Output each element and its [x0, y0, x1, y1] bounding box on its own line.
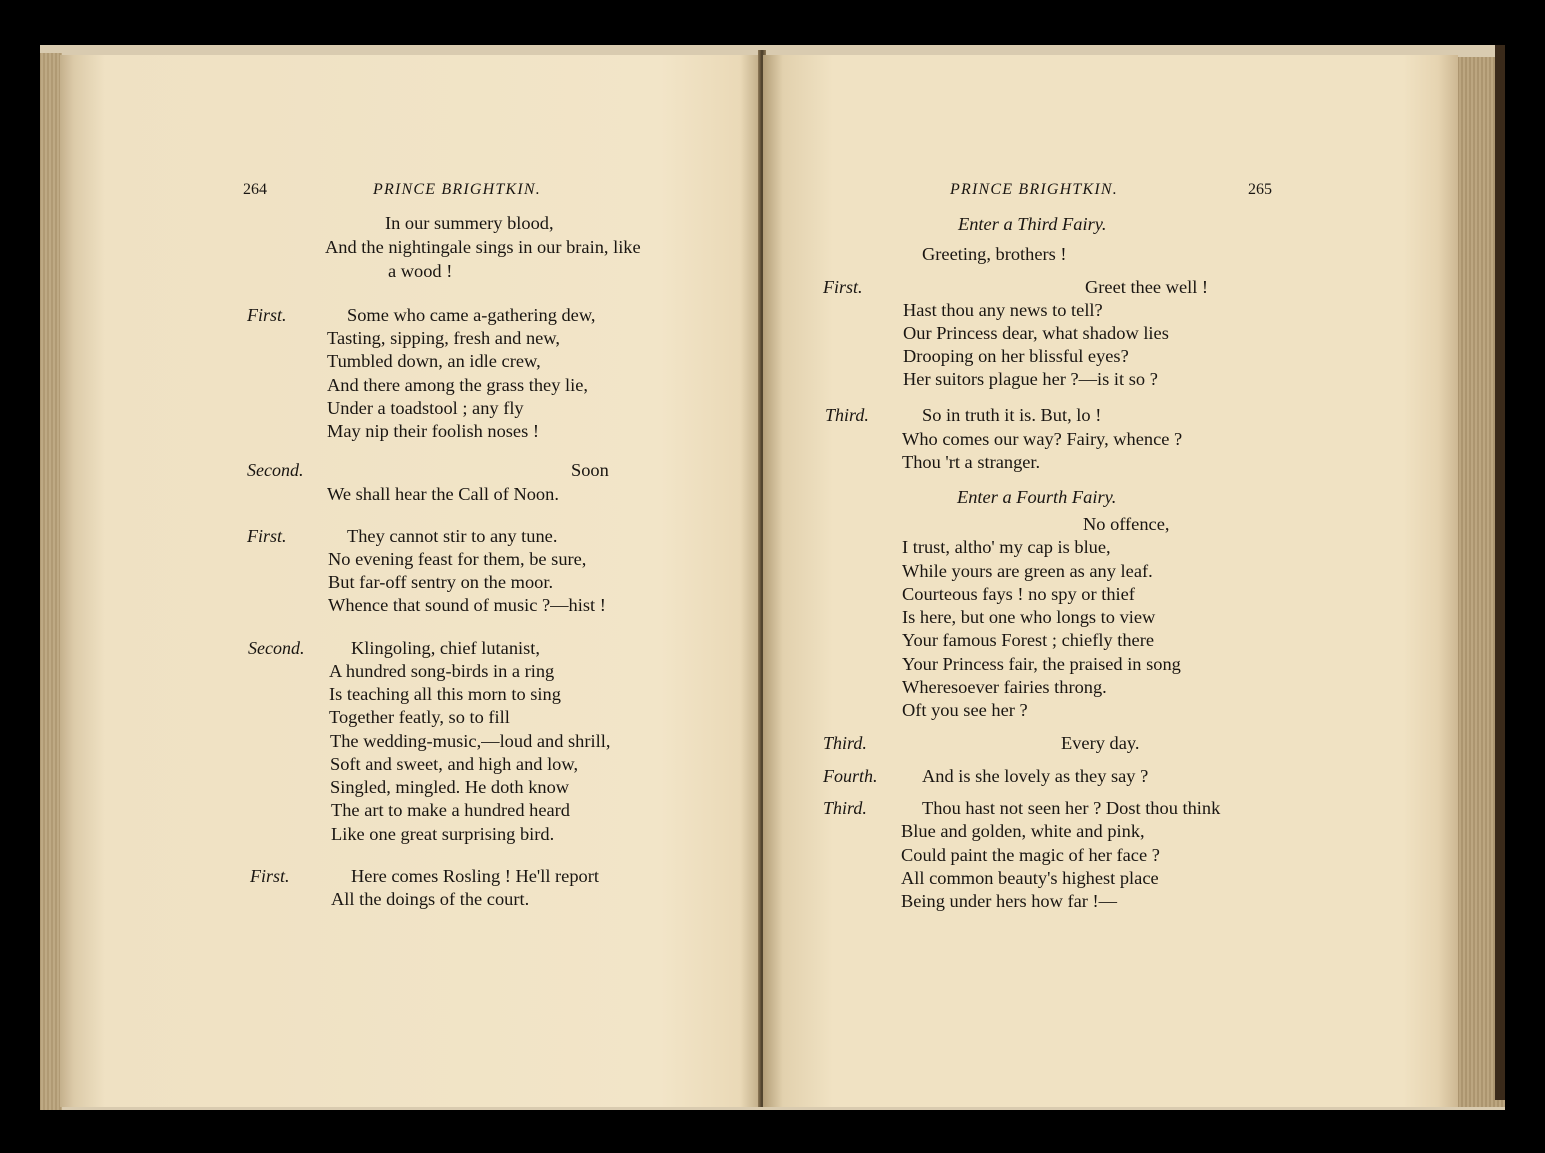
verse-line: But far-off sentry on the moor. [328, 572, 554, 592]
speaker-label: First. [823, 277, 863, 297]
speaker-label: First. [247, 305, 287, 325]
verse-line: a wood ! [388, 261, 453, 281]
speaker-label: Third. [823, 733, 867, 753]
running-head: PRINCE BRIGHTKIN. [373, 181, 541, 198]
verse-line: Being under hers how far !— [901, 891, 1118, 911]
stage-direction: Enter a Fourth Fairy. [957, 487, 1117, 507]
verse-line: The art to make a hundred heard [331, 800, 570, 820]
verse-line: Who comes our way? Fairy, whence ? [902, 429, 1183, 449]
verse-line: And there among the grass they lie, [327, 375, 588, 395]
speaker-label: Second. [247, 460, 304, 480]
open-book [40, 45, 1505, 1110]
speaker-label: First. [247, 526, 287, 546]
verse-line: Blue and golden, white and pink, [901, 821, 1145, 841]
verse-line: Like one great surprising bird. [331, 824, 555, 844]
verse-line: May nip their foolish noses ! [327, 421, 539, 441]
verse-line: Hast thou any news to tell? [903, 300, 1103, 320]
speaker-label: Third. [823, 798, 867, 818]
verse-line: No offence, [1083, 514, 1170, 534]
verse-line: And the nightingale sings in our brain, like [325, 237, 641, 257]
speaker-label: First. [250, 866, 290, 886]
stage-direction: Enter a Third Fairy. [958, 214, 1107, 234]
verse-line: Thou 'rt a stranger. [902, 452, 1041, 472]
verse-line: Your Princess fair, the praised in song [902, 654, 1181, 674]
speaker-label: Fourth. [823, 766, 878, 786]
verse-line: Here comes Rosling ! He'll report [351, 866, 599, 886]
verse-line: We shall hear the Call of Noon. [327, 484, 559, 504]
verse-line: All common beauty's highest place [901, 868, 1159, 888]
verse-line: Could paint the magic of her face ? [901, 845, 1160, 865]
verse-line: Tasting, sipping, fresh and new, [327, 328, 560, 348]
speaker-label: Second. [248, 638, 305, 658]
verse-line: Oft you see her ? [902, 700, 1028, 720]
verse-line: So in truth it is. But, lo ! [922, 405, 1102, 425]
verse-line: In our summery blood, [385, 213, 554, 233]
verse-line: Your famous Forest ; chiefly there [902, 630, 1154, 650]
verse-line: Is teaching all this morn to sing [329, 684, 561, 704]
verse-line: Greet thee well ! [1085, 277, 1209, 297]
verse-line: They cannot stir to any tune. [347, 526, 558, 546]
verse-line: I trust, altho' my cap is blue, [902, 537, 1111, 557]
verse-line: Drooping on her blissful eyes? [903, 346, 1129, 366]
verse-line: And is she lovely as they say ? [922, 766, 1149, 786]
verse-line: Soft and sweet, and high and low, [330, 754, 579, 774]
verse-line: Courteous fays ! no spy or thief [902, 584, 1135, 604]
verse-line: Under a toadstool ; any fly [327, 398, 524, 418]
verse-line: Is here, but one who longs to view [902, 607, 1156, 627]
verse-line: Some who came a-gathering dew, [347, 305, 596, 325]
verse-line: Tumbled down, an idle crew, [327, 351, 541, 371]
verse-line: Together featly, so to fill [329, 707, 510, 727]
verse-line: Singled, mingled. He doth know [330, 777, 570, 797]
verse-line: While yours are green as any leaf. [902, 561, 1153, 581]
verse-line: Klingoling, chief lutanist, [351, 638, 540, 658]
verse-line: Every day. [1061, 733, 1140, 753]
speaker-label: Third. [825, 405, 869, 425]
verse-line: All the doings of the court. [331, 889, 530, 909]
book-cover-edge [1495, 45, 1505, 1100]
left-page-edges [40, 53, 62, 1110]
page-number: 265 [1248, 181, 1272, 198]
left-page [60, 55, 765, 1107]
verse-line: Her suitors plague her ?—is it so ? [903, 369, 1158, 389]
verse-line: The wedding-music,—loud and shrill, [330, 731, 611, 751]
verse-line: Our Princess dear, what shadow lies [903, 323, 1169, 343]
verse-line: Soon [571, 460, 609, 480]
verse-line: Whence that sound of music ?—hist ! [328, 595, 606, 615]
verse-line: A hundred song-birds in a ring [329, 661, 555, 681]
right-page [763, 55, 1458, 1107]
verse-line: Wheresoever fairies throng. [902, 677, 1107, 697]
verse-line: No evening feast for them, be sure, [328, 549, 587, 569]
page-number: 264 [243, 181, 267, 198]
running-head: PRINCE BRIGHTKIN. [950, 181, 1118, 198]
verse-line: Thou hast not seen her ? Dost thou think [922, 798, 1221, 818]
verse-line: Greeting, brothers ! [922, 244, 1067, 264]
